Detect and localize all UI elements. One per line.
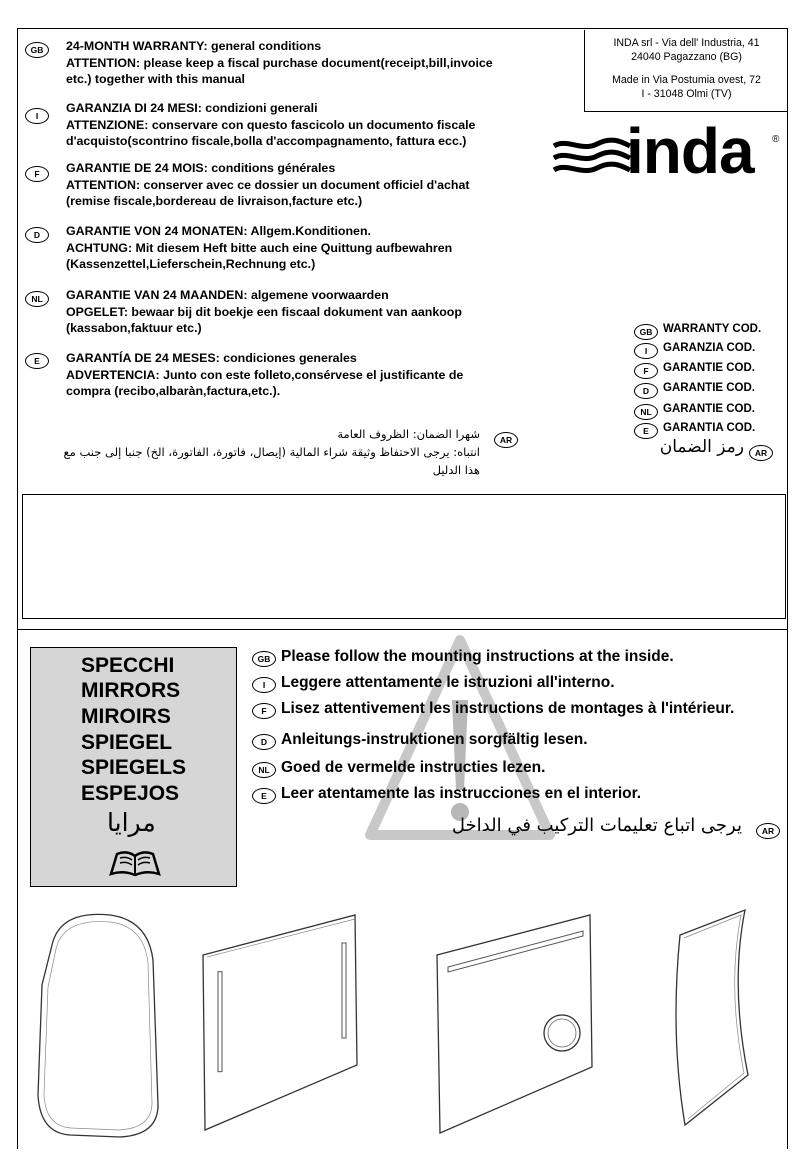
lang-badge-d: D xyxy=(25,227,49,243)
inda-logo xyxy=(552,115,782,190)
led-mirror xyxy=(203,915,357,1130)
product-title-box: SPECCHI MIRRORS MIROIRS SPIEGEL SPIEGELS ESPEJOS مرايا xyxy=(30,647,237,887)
registered-mark: ® xyxy=(772,134,780,145)
lang-badge-e: E xyxy=(25,353,49,369)
lang-badge-ar: AR xyxy=(494,432,518,448)
dealer-stamp-box xyxy=(22,494,786,619)
lang-badge-gb: GB xyxy=(25,42,49,58)
waves-icon xyxy=(552,136,632,186)
book-icon xyxy=(107,848,163,878)
brand-name: inda xyxy=(626,115,754,187)
lang-badge-nl: NL xyxy=(25,291,49,307)
warranty-title: 24-MONTH WARRANTY: xyxy=(66,39,208,53)
lang-badge-f: F xyxy=(25,166,49,182)
lang-badge-i: I xyxy=(25,108,49,124)
wave-mirror xyxy=(676,910,748,1125)
mirror-with-magnifier xyxy=(437,915,592,1133)
oval-mirror xyxy=(38,914,158,1137)
mirror-illustrations xyxy=(30,905,790,1145)
manufacturer-address: INDA srl - Via dell' Industria, 41 24040 Pagazzano (BG) Made in Via Postumia ovest, 72 I - 31048 Olmi (TV) xyxy=(584,30,788,112)
